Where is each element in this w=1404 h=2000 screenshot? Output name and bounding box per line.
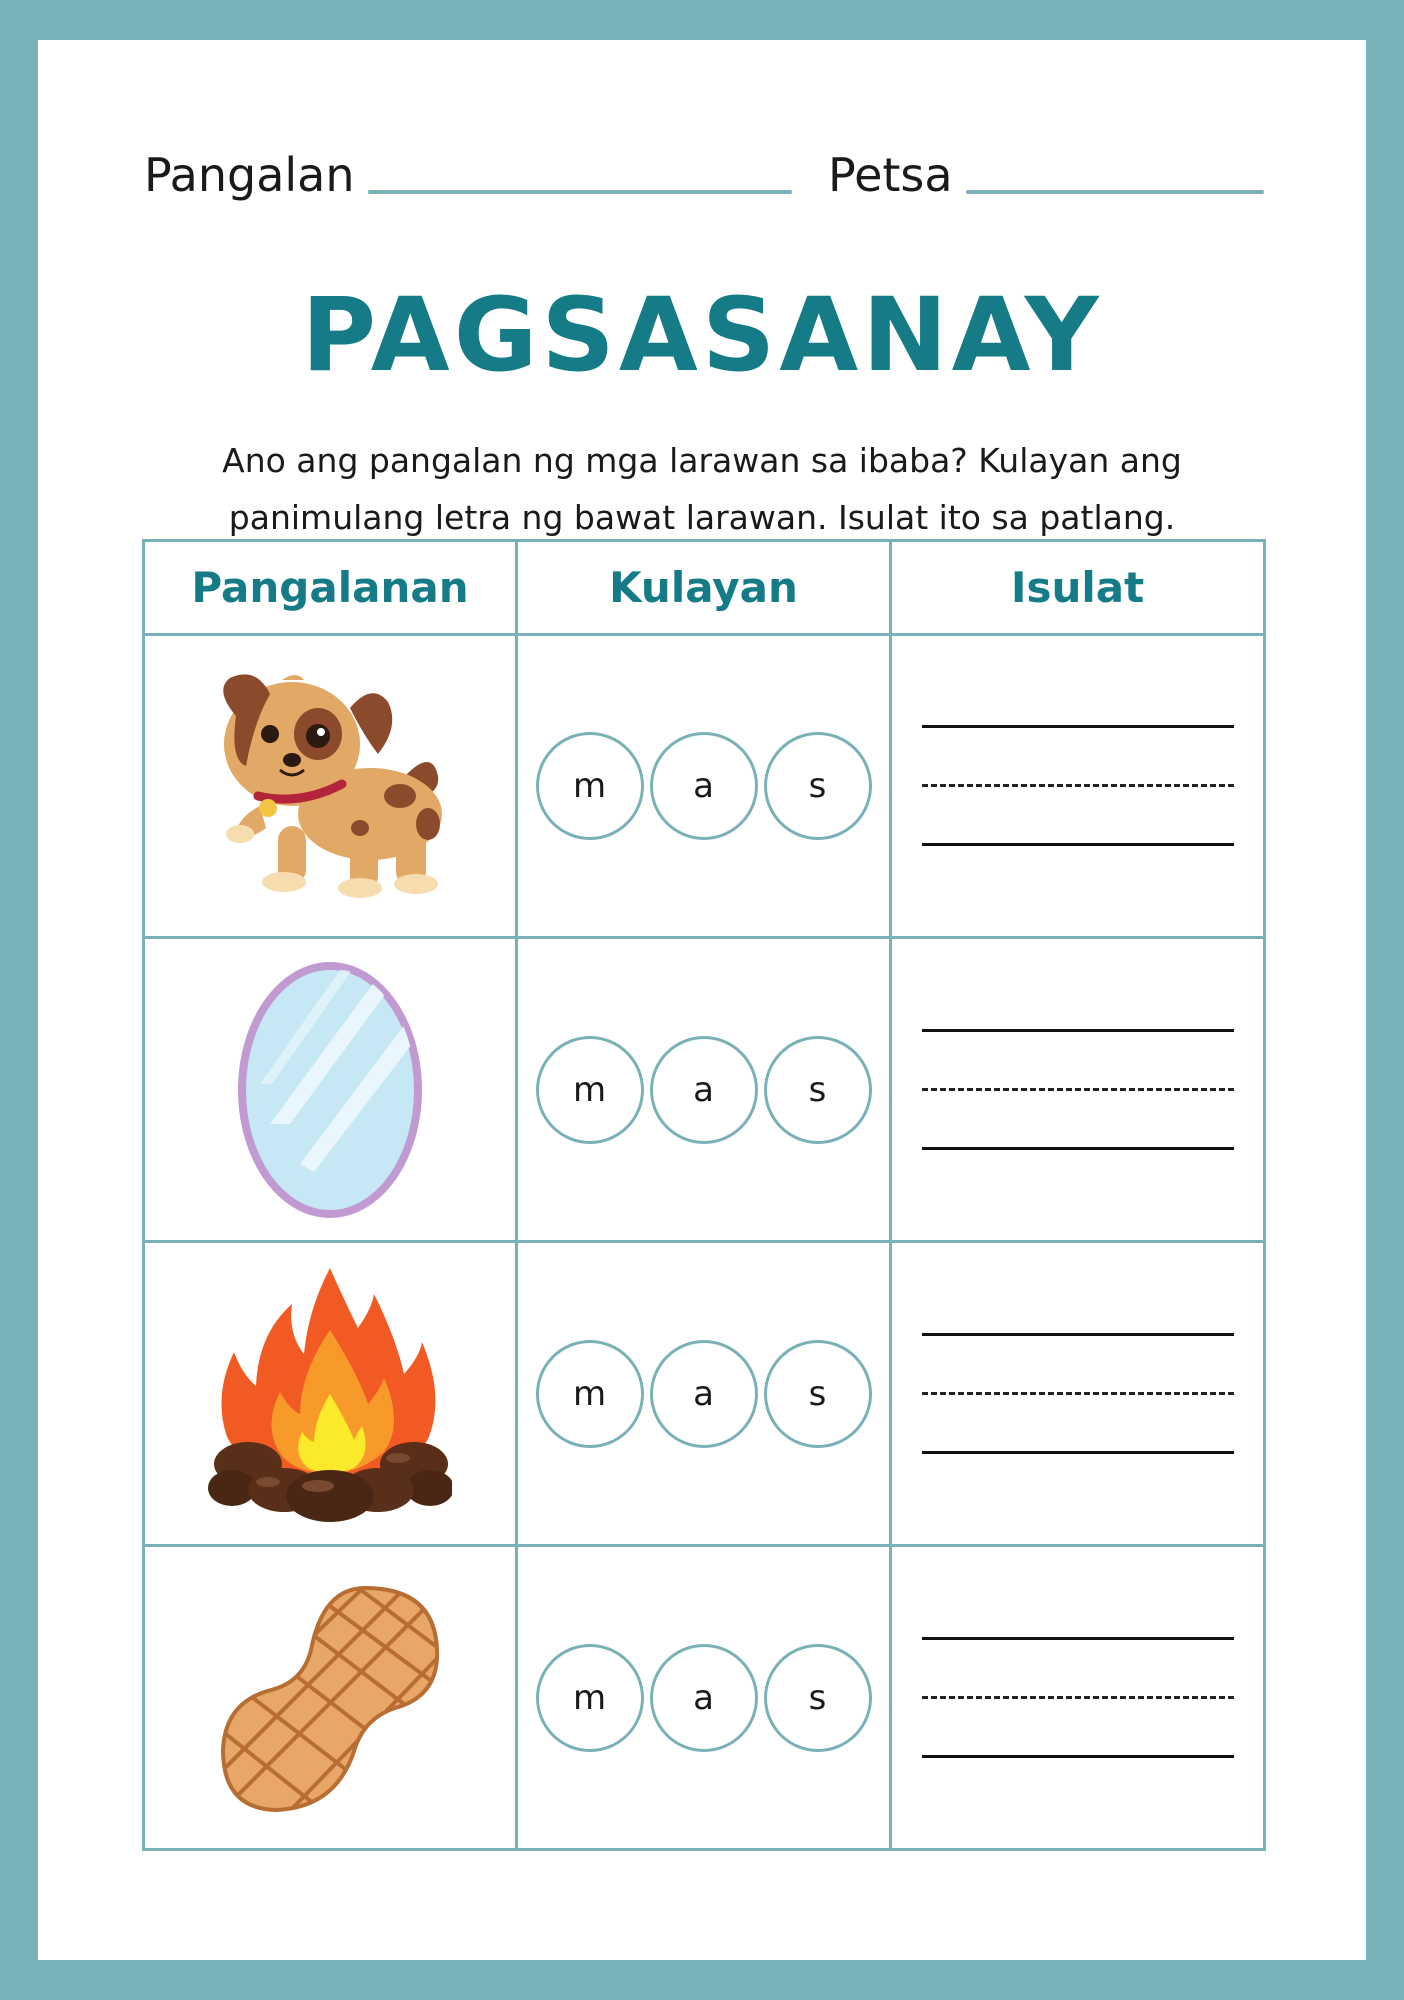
writing-base-line xyxy=(922,843,1234,846)
writing-cell[interactable] xyxy=(891,938,1265,1242)
picture-cell xyxy=(144,1242,517,1546)
date-label: Petsa xyxy=(828,148,953,202)
table-row xyxy=(144,1546,1265,1850)
campfire-icon xyxy=(208,1264,452,1524)
writing-base-line xyxy=(922,1755,1234,1758)
instructions-line-2: panimulang letra ng bawat larawan. Isulat ito sa patlang. xyxy=(228,498,1176,537)
name-field[interactable] xyxy=(368,190,792,194)
letter-circle-a[interactable]: a xyxy=(650,1036,758,1144)
table-row xyxy=(144,1242,1265,1546)
letter-circle-m[interactable]: m xyxy=(536,1644,644,1752)
name-label: Pangalan xyxy=(144,148,355,202)
writing-top-line xyxy=(922,1333,1234,1336)
letter-circle-m[interactable]: m xyxy=(536,732,644,840)
writing-top-line xyxy=(922,1029,1234,1032)
picture-cell xyxy=(144,634,517,938)
writing-top-line xyxy=(922,1637,1234,1640)
letter-circle-s[interactable]: s xyxy=(764,1644,872,1752)
table-header-row xyxy=(144,541,1265,635)
table-row xyxy=(144,938,1265,1242)
instructions-line-1: Ano ang pangalan ng mga larawan sa ibaba? Kulayan ang xyxy=(222,441,1182,480)
letter-circle-a[interactable]: a xyxy=(650,732,758,840)
writing-mid-line xyxy=(922,784,1234,787)
letter-circle-s[interactable]: s xyxy=(764,732,872,840)
writing-mid-line xyxy=(922,1088,1234,1091)
column-header-isulat: Isulat xyxy=(891,541,1265,635)
writing-lines[interactable] xyxy=(922,725,1234,846)
picture-cell xyxy=(144,1546,517,1850)
writing-lines[interactable] xyxy=(922,1637,1234,1758)
writing-mid-line xyxy=(922,1392,1234,1395)
letter-choices xyxy=(517,634,891,938)
dog-icon xyxy=(200,656,460,916)
writing-lines[interactable] xyxy=(922,1333,1234,1454)
mirror-icon xyxy=(230,954,430,1226)
worksheet-sheet xyxy=(38,40,1366,1960)
page-title: PAGSASANAY xyxy=(301,276,1103,395)
writing-top-line xyxy=(922,725,1234,728)
exercise-table xyxy=(142,539,1266,1851)
writing-cell[interactable] xyxy=(891,634,1265,938)
letter-circle-m[interactable]: m xyxy=(536,1036,644,1144)
date-field[interactable] xyxy=(966,190,1264,194)
letter-choices xyxy=(517,1242,891,1546)
peanut-icon xyxy=(215,1578,445,1818)
letter-choices xyxy=(517,1546,891,1850)
writing-mid-line xyxy=(922,1696,1234,1699)
column-header-kulayan: Kulayan xyxy=(517,541,891,635)
letter-circle-s[interactable]: s xyxy=(764,1036,872,1144)
writing-base-line xyxy=(922,1451,1234,1454)
letter-circle-a[interactable]: a xyxy=(650,1340,758,1448)
writing-cell[interactable] xyxy=(891,1546,1265,1850)
writing-lines[interactable] xyxy=(922,1029,1234,1150)
letter-choices xyxy=(517,938,891,1242)
instructions xyxy=(128,432,1276,546)
table-row xyxy=(144,634,1265,938)
letter-circle-m[interactable]: m xyxy=(536,1340,644,1448)
writing-cell[interactable] xyxy=(891,1242,1265,1546)
column-header-pangalanan: Pangalanan xyxy=(144,541,517,635)
picture-cell xyxy=(144,938,517,1242)
letter-circle-s[interactable]: s xyxy=(764,1340,872,1448)
writing-base-line xyxy=(922,1147,1234,1150)
letter-circle-a[interactable]: a xyxy=(650,1644,758,1752)
